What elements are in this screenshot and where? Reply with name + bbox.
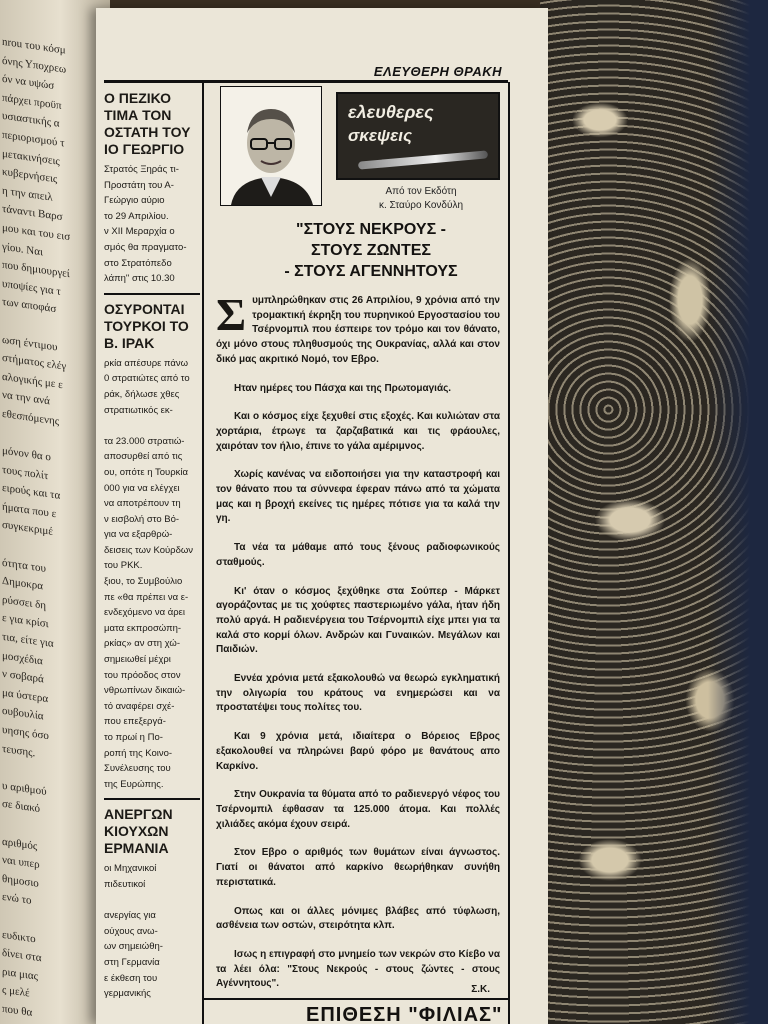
bottom-rule	[204, 998, 508, 1000]
column-rule-right	[508, 82, 510, 1024]
logo-line2: σκεψεις	[348, 126, 413, 145]
column-rule-left	[202, 82, 204, 1024]
headline-line3: - ΣΤΟΥΣ ΑΓΕΝΝΗΤΟΥΣ	[284, 263, 458, 280]
article-paragraph: Ηταν ημέρες του Πάσχα και της Πρωτομαγιάς.	[234, 382, 452, 394]
headline-line1: "ΣΤΟΥΣ ΝΕΚΡΟΥΣ -	[296, 221, 446, 238]
story2-headline: ΟΣΥΡΟΝΤΑΙ ΤΟΥΡΚΟΙ ΤΟ Β. ΙΡΑΚ	[104, 300, 189, 351]
signature: Σ.Κ.	[471, 984, 490, 995]
article-paragraph: Κι' όταν ο κόσμος ξεχύθηκε στα Σούπερ - Μάρκετ αγοράζοντας με τις χούφτες παστεριωμένο γάλα, ήταν ήδη πολύ αργά. Η ραδιενέργεια του Τσέρνομπιλ είχε μπει για τα καλά στο κορμί όλων. Ανδρών και Γυναικών. Μεγάλων και Παιδιών.	[216, 585, 500, 656]
logo-line1: ελευθερες	[348, 102, 434, 122]
byline-line1: Από τον Εκδότη	[385, 186, 457, 197]
paragraph-text: υμπληρώθηκαν στις 26 Απριλίου, 9 χρόνια από την τρομακτική έκρηξη του πυρηνικού Εργοστασίου του Τσέρνομπιλ που έσπειρε τον τρόμο και τον θάνατο, όχι μόνο στους πληθυσμούς της Ουκρανίας, αλλά και στον δικό μας ακριτικό Νομό, τον Εβρο.	[216, 295, 500, 365]
story3-headline: ΑΝΕΡΓΩΝ ΚΙΟΥΧΩΝ ΕΡΜΑΝΙΑ	[104, 806, 173, 857]
top-rule	[104, 80, 508, 83]
portrait-drawing	[221, 87, 321, 205]
newspaper-page	[96, 8, 548, 1024]
story1-text: Στρατός Ξηράς τι- Προστάτη του Α- Γεώργιο αύριο το 29 Απριλίου. ν ΧΙΙ Μεραρχία ο σμός θα πραγματο- στο Στρατόπεδο λάπη" στις 10.30	[104, 164, 187, 285]
marbled-book-cover	[540, 0, 768, 1024]
drop-cap: Σ	[216, 289, 247, 340]
article-body	[216, 289, 500, 1006]
article-paragraph: Εννέα χρόνια μετά εξακολουθώ να θεωρώ εγκληματική την ολιγωρία του κράτους να ενημερώσει και να προστατέψει τους πολίτες του.	[216, 673, 500, 714]
story2-text: ρκία απέσυρε πάνω 0 στρατιώτες από το ράκ, δήλωσε χθες στρατιωτικός εκ- τα 23.000 στρατιώ- αποσυρθεί από τις ου, οπότε η Τουρκία 000 για να ελέγχει να αποτρέπουν τη ν εισβολή στο Βό- για να εξαρθρώ- δεισεις των Κούρδων του PKK. ξιου, το Συμβούλιο πε «θα πρέπει να ε- ενδεχόμενο να άρει ματα εκπροσώπη- ρκίας» αν στη χώ- σημειωθεί μέχρι του πρόοδος στον νθρωπίνων δικαιώ- τό αναφέρει σχέ- που επεξεργά- το πρωί η Πο- ροπή της Κοινο- Συνέλευσης του της Ευρώπης.	[104, 357, 194, 790]
masthead: ΕΛΕΥΘΕΡΗ ΘΡΑΚΗ	[373, 64, 502, 79]
separator	[104, 293, 200, 295]
pen-icon	[358, 150, 488, 169]
headline-line2: ΣΤΟΥΣ ΖΩΝΤΕΣ	[310, 242, 431, 259]
author-portrait	[220, 86, 322, 206]
left-page	[0, 0, 110, 1024]
article-paragraph: Οπως και οι άλλες μόνιμες βλάβες από τύφλωση, ασθένεια των οστών, στειρότητα κλπ.	[216, 905, 500, 932]
article-paragraph: Και ο κόσμος είχε ξεχυθεί στις εξοχές. Και κυλιώταν στα χορτάρια, έτρωγε τα ζαρζαβατικά και τις φράουλες, χαιρόταν τον ήλιο, έπινε το γάλα αμέριμνος.	[216, 411, 500, 452]
bottom-headline: ΕΠΙΘΕΣΗ "ΦΙΛΙΑΣ"	[306, 1004, 503, 1024]
article-paragraph: Τα νέα τα μάθαμε από τους ξένους ραδιοφωνικούς σταθμούς.	[216, 542, 500, 568]
column-logo	[336, 92, 500, 180]
left-page-text: nrou του κόσμ όνης Υποχρεω όν να υψώσ πάρχει προϋπ υσιαστικής α περιορισμού τ μετακινήσεις κυβερνήσεις η την απειλ τάναντι Βαρσ μου και του εισ γίου. Ναι που δημιουργεί υποψίες για τ των αποφάσ ωση έντιμου στήματος ελέγ αλογικής με ε να την ανά εθεσπόμενης μόνον θα ο τους πολίτ ειρούς και τα ήματα που ε συγκεκριμέ ότητα του Δημοκρα ρύσσει δη ε για κρίσι τια, είτε για μοσχέδια ν σοβαρά μα ύστερα ουβουλία υησης όσο τευσης. υ αριθμού σε διακό αριθμός ναι υπερ θημοσιο ενώ το ευδικτο δίνει στα ρια μιας ς μελέ που θα	[2, 35, 71, 1019]
separator	[104, 798, 200, 800]
article-paragraph: Ισως η επιγραφή στο μνημείο των νεκρών στο Κίεβο να τα λέει όλα: "Στους Νεκρούς - στους ζώντες - στους Αγέννητους".	[216, 948, 500, 990]
article-paragraph: Στον Εβρο ο αριθμός των θυμάτων είναι άγνωστος. Γιατί οι θάνατοι από καρκίνο θεωρήθηκαν συνήθη περιστατικά.	[216, 847, 500, 888]
article-paragraph: Στην Ουκρανία τα θύματα από το ραδιενεργό νέφος του Τσέρνομπιλ έφθασαν τα 125.000 άτομα. Και πολλές χιλιάδες ακόμα έχουν σειρά.	[216, 789, 500, 830]
byline-line2: κ. Σταύρο Κονδύλη	[378, 200, 464, 211]
article-paragraph: Και 9 χρόνια μετά, ιδιαίτερα ο Βόρειος Εβρος εξακολουθεί να πληρώνει βαρύ φόρο με θανάτους απο Καρκίνο.	[216, 731, 500, 772]
article-paragraph	[216, 289, 500, 368]
story1-headline: Ο ΠΕΖΙΚΟ ΤΙΜΑ ΤΟΝ ΟΣΤΑΤΗ ΤΟΥ ΙΟ ΓΕΩΡΓΙΟ	[104, 90, 191, 157]
left-column	[104, 90, 200, 1002]
article-paragraph: Χωρίς κανένας να ειδοποιήσει για την καταστροφή και τον θάνατο που τα σύννεφα έφεραν πάνω από τα χώματα μας και η βροχή εκείνες τις ημέρες πότισε για τα καλά την γη.	[216, 469, 500, 525]
story3-text: οι Μηχανικοί πιδευτικοί ανεργίας για ούχους ανω- ων σημειώθη- στη Γερμανία ε έκθεση του γερμανικής	[104, 863, 163, 1000]
